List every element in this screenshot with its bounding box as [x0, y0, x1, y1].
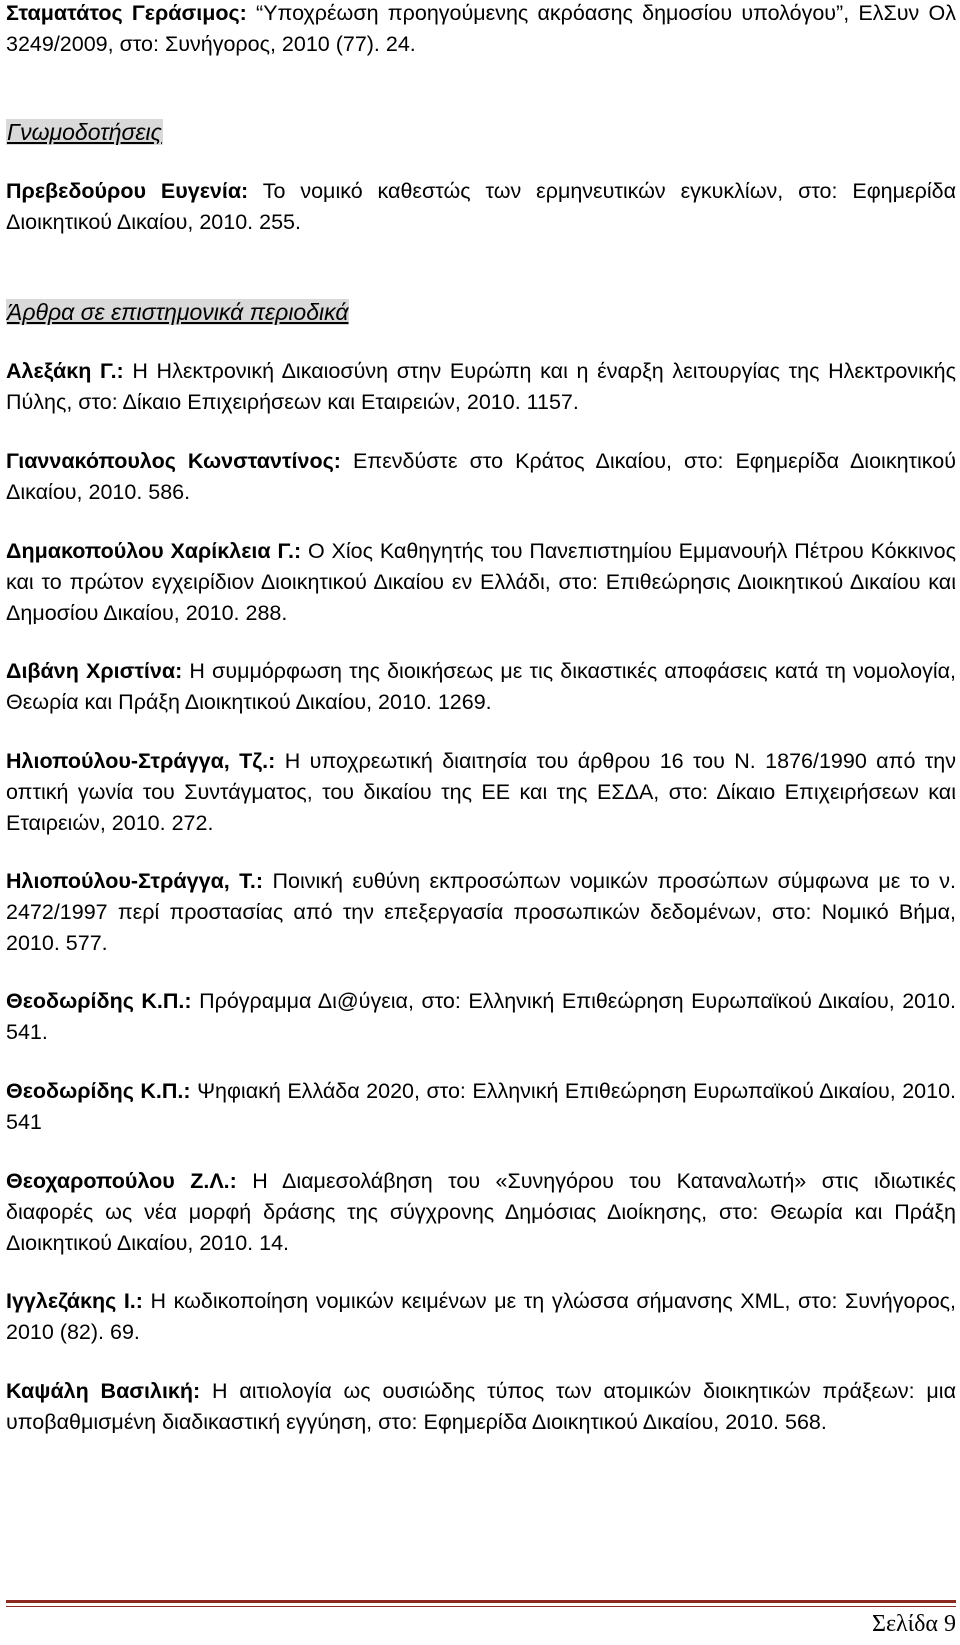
entry-author: Ηλιοπούλου-Στράγγα, Τ.:: [6, 869, 264, 893]
bibliography-entry: [6, 536, 956, 629]
bibliography-entry: [6, 356, 956, 418]
bibliography-entry: [6, 1376, 956, 1438]
bibliography-entry: [6, 0, 956, 60]
entry-author: Θεοδωρίδης Κ.Π.:: [6, 989, 192, 1013]
bibliography-entry: [6, 1166, 956, 1259]
entry-author: Γιαννακόπουλος Κωνσταντίνος:: [6, 449, 341, 473]
bibliography-entry: [6, 656, 956, 718]
entry-text: Η κωδικοποίηση νομικών κειμένων με τη γλώσσα σήμανσης XML, στο: Συνήγορος, 2010 (82). 69.: [6, 1289, 956, 1344]
entry-author: Σταματάτος Γεράσιμος:: [6, 1, 247, 25]
entry-text: Η Διαμεσολάβηση του «Συνηγόρου του Καταναλωτή» στις ιδιωτικές διαφορές ως νέα μορφή δράσης της σύγχρονης Δημόσιας Διοίκησης, στο: Θεωρία και Πράξη Διοικητικού Δικαίου, 2010. 14.: [6, 1169, 956, 1255]
entry-author: Πρεβεδούρου Ευγενία:: [6, 179, 249, 203]
footer-divider-thin: [6, 1606, 956, 1607]
entry-text: Πρόγραμμα Δι@ύγεια, στο: Ελληνική Επιθεώρηση Ευρωπαϊκού Δικαίου, 2010. 541.: [6, 989, 956, 1044]
entry-author: Διβάνη Χριστίνα:: [6, 659, 183, 683]
entry-author: Ιγγλεζάκης Ι.:: [6, 1289, 143, 1313]
bibliography-entry: [6, 866, 956, 959]
entry-author: Ηλιοπούλου-Στράγγα, Τζ.:: [6, 749, 276, 773]
section-heading-articles: Άρθρα σε επιστημονικά περιοδικά: [7, 299, 349, 325]
page-number: Σελίδα 9: [871, 1611, 956, 1637]
bibliography-entry: [6, 746, 956, 839]
section-heading-opinions: Γνωμοδοτήσεις: [7, 119, 162, 145]
entry-text: Η υποχρεωτική διαιτησία του άρθρου 16 του Ν. 1876/1990 από την οπτική γωνία του Συντάγματος, του δικαίου της ΕΕ και της ΕΣΔΑ, στο: Δίκαιο Επιχειρήσεων και Εταιρειών, 2010. 272.: [6, 749, 956, 835]
entry-text: Ο Χίος Καθηγητής του Πανεπιστημίου Εμμανουήλ Πέτρου Κόκκινος και το πρώτον εγχειρίδιον Διοικητικού Δικαίου εν Ελλάδι, στο: Επιθεώρησις Διοικητικού Δικαίου και Δημοσίου Δικαίου, 2010. 288.: [6, 539, 956, 625]
entry-author: Θεοχαροπούλου Ζ.Λ.:: [6, 1169, 237, 1193]
entry-text: Ποινική ευθύνη εκπροσώπων νομικών προσώπων σύμφωνα με το ν. 2472/1997 περί προστασίας από την επεξεργασία προσωπικών δεδομένων, στο: Νομικό Βήμα, 2010. 577.: [6, 869, 956, 955]
entry-text: Το νομικό καθεστώς των ερμηνευτικών εγκυκλίων, στο: Εφημερίδα Διοικητικού Δικαίου, 2010. 255.: [6, 179, 956, 234]
entry-text: “Υποχρέωση προηγούμενης ακρόασης δημοσίου υπολόγου”, ΕλΣυν Ολ 3249/2009, στο: Συνήγορος, 2010 (77). 24.: [6, 1, 956, 56]
bibliography-entry: [6, 176, 956, 238]
bibliography-entry: [6, 446, 956, 508]
entry-author: Καψάλη Βασιλική:: [6, 1379, 201, 1403]
entry-text: Η Ηλεκτρονική Δικαιοσύνη στην Ευρώπη και η έναρξη λειτουργίας της Ηλεκτρονικής Πύλης, στο: Δίκαιο Επιχειρήσεων και Εταιρειών, 2010. 1157.: [6, 359, 956, 414]
entry-author: Θεοδωρίδης Κ.Π.:: [6, 1079, 191, 1103]
bibliography-entry: [6, 1286, 956, 1348]
entry-text: Η συμμόρφωση της διοικήσεως με τις δικαστικές αποφάσεις κατά τη νομολογία, Θεωρία και Πράξη Διοικητικού Δικαίου, 2010. 1269.: [6, 659, 956, 714]
footer-divider: [6, 1600, 956, 1603]
entry-author: Αλεξάκη Γ.:: [6, 359, 124, 383]
entry-author: Δημακοπούλου Χαρίκλεια Γ.:: [6, 539, 302, 563]
entry-text: Η αιτιολογία ως ουσιώδης τύπος των ατομικών διοικητικών πράξεων: μια υποβαθμισμένη διαδικαστική εγγύηση, στο: Εφημερίδα Διοικητικού Δικαίου, 2010. 568.: [6, 1379, 956, 1434]
bibliography-entry: [6, 1076, 956, 1138]
bibliography-entry: [6, 986, 956, 1048]
entry-text: Ψηφιακή Ελλάδα 2020, στο: Ελληνική Επιθεώρηση Ευρωπαϊκού Δικαίου, 2010. 541: [6, 1079, 956, 1134]
entry-text: Επενδύστε στο Κράτος Δικαίου, στο: Εφημερίδα Διοικητικού Δικαίου, 2010. 586.: [6, 449, 956, 504]
